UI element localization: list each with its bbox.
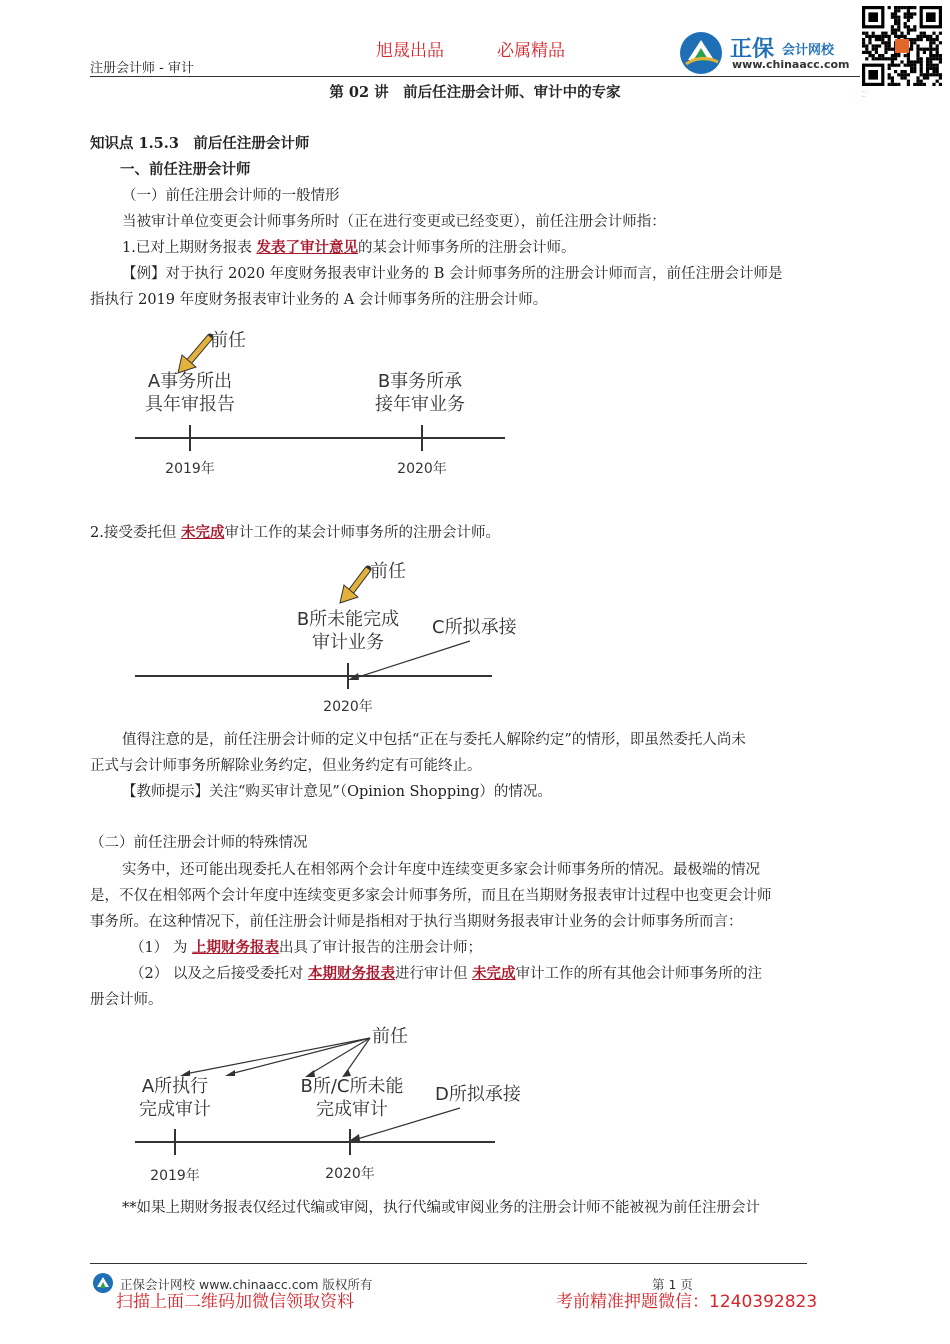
- d3-d-label: D所拟承接: [435, 1084, 521, 1105]
- d2-year: 2020年: [323, 699, 373, 715]
- qr-code-icon: [862, 6, 942, 86]
- d2-b-line1: B所未能完成: [296, 609, 400, 630]
- qr-code[interactable]: [862, 6, 942, 86]
- item-2: 2.接受委托但 未完成审计工作的某会计师事务所的注册会计师。: [90, 524, 500, 541]
- knowledge-point: 知识点 1.5.3 前后任注册会计师: [90, 135, 310, 152]
- d3-pointer-lines: [185, 1038, 370, 1074]
- d1-a-line1: A事务所出: [147, 371, 233, 392]
- d1-year-1: 2019年: [165, 461, 215, 477]
- qr-caption: ... ...: [862, 88, 866, 98]
- promo-left: 扫描上面二维码加微信领取资料: [116, 1292, 354, 1312]
- d1-year-2: 2020年: [397, 461, 447, 477]
- d3-year-1: 2019年: [150, 1168, 200, 1184]
- footer-copyright: 正保会计网校 www.chinaacc.com 版权所有: [120, 1277, 373, 1292]
- heading-1: 一、前任注册会计师: [120, 161, 251, 178]
- d1-b-line1: B事务所承: [377, 371, 463, 392]
- d3-a-line2: 完成审计: [139, 1099, 211, 1120]
- d2-arrow-icon: [340, 569, 368, 603]
- slogan-right: 必属精品: [497, 41, 565, 61]
- footer-page: 第 1 页: [652, 1277, 693, 1292]
- note-line-2: 正式与会计师事务所解除业务约定，但业务约定有可能终止。: [90, 758, 482, 774]
- special-item-1: （1） 为 上期财务报表出具了审计报告的注册会计师；: [130, 939, 482, 956]
- special-item-2-cont: 册会计师。: [90, 992, 163, 1008]
- teacher-tip: 【教师提示】关注“购买审计意见”（Opinion Shopping）的情况。: [122, 784, 552, 800]
- special-line-3: 事务所。在这种情况下，前任注册会计师是指相对于执行当期财务报表审计业务的会计师事务所而言：: [90, 914, 743, 930]
- highlight-not-completed: 未完成: [180, 524, 225, 541]
- d1-arrow-icon: [178, 337, 210, 373]
- logo-sub: 会计网校: [782, 43, 835, 58]
- timeline-diagram-3: [130, 1020, 521, 1190]
- lecture-title: 第 02 讲 前后任注册会计师、审计中的专家: [329, 84, 621, 101]
- note-line-1: 值得注意的是，前任注册会计师的定义中包括“正在与委托人解除约定”的情形，即虽然委托人尚未: [122, 732, 746, 748]
- timeline-diagram-2: [130, 555, 517, 720]
- header-rule: [90, 76, 860, 77]
- promo-right: 考前精准押题微信：1240392823: [556, 1292, 818, 1312]
- d1-a-line2: 具年审报告: [145, 394, 235, 415]
- footnote: **如果上期财务报表仅经过代编或审阅，执行代编或审阅业务的注册会计师不能被视为前任注册会计: [122, 1200, 760, 1216]
- special-line-2: 是，不仅在相邻两个会计年度中连续变更多家会计师事务所，而且在当期财务报表审计过程中也变更会计师: [90, 888, 772, 904]
- chinaacc-logo: [678, 30, 858, 76]
- d2-pred-label: 前任: [370, 561, 406, 582]
- heading-2b: （二）前任注册会计师的特殊情况: [90, 835, 308, 851]
- d3-a-line1: A所执行: [141, 1076, 209, 1097]
- highlight-prior-statements: 上期财务报表: [191, 939, 279, 956]
- slogan-left: 旭晟出品: [376, 41, 444, 61]
- d2-b-line2: 审计业务: [312, 632, 384, 653]
- highlight-not-completed-2: 未完成: [472, 965, 516, 982]
- course-name: 注册会计师 - 审计: [90, 61, 194, 76]
- logo-name: 正保: [730, 37, 775, 62]
- highlight-current-statements: 本期财务报表: [307, 965, 395, 982]
- d3-year-2: 2020年: [325, 1166, 375, 1182]
- intro-paragraph: 当被审计单位变更会计师事务所时（正在进行变更或已经变更），前任注册会计师指：: [122, 214, 666, 230]
- item-1: 1.已对上期财务报表 发表了审计意见的某会计师事务所的注册会计师。: [122, 239, 576, 256]
- logo-url: www.chinaacc.com: [732, 58, 850, 71]
- timeline-diagram-1: [130, 325, 520, 485]
- footer-logo-icon: [92, 1272, 114, 1294]
- logo-mark-icon: [678, 30, 724, 76]
- special-item-2: （2） 以及之后接受委托对 本期财务报表进行审计但 未完成审计工作的所有其他会计师事务所的注: [130, 965, 763, 982]
- footer-rule: [90, 1263, 807, 1264]
- d1-b-line2: 接年审业务: [375, 394, 465, 415]
- example-line-1: 【例】对于执行 2020 年度财务报表审计业务的 B 会计师事务所的注册会计师而言，前任注册会计师是: [122, 266, 783, 282]
- d2-c-label: C所拟承接: [432, 617, 517, 638]
- d1-pred-label: 前任: [210, 330, 246, 351]
- highlight-audit-opinion: 发表了审计意见: [256, 239, 358, 256]
- d3-bc-line2: 完成审计: [316, 1099, 388, 1120]
- d3-pred-label: 前任: [372, 1026, 408, 1047]
- d3-bc-line1: B所/C所未能: [300, 1076, 404, 1097]
- special-line-1: 实务中，还可能出现委托人在相邻两个会计年度中连续变更多家会计师事务所的情况。最极端的情况: [122, 862, 760, 878]
- example-line-2: 指执行 2019 年度财务报表审计业务的 A 会计师事务所的注册会计师。: [90, 292, 548, 308]
- heading-2: （一）前任注册会计师的一般情形: [122, 188, 340, 204]
